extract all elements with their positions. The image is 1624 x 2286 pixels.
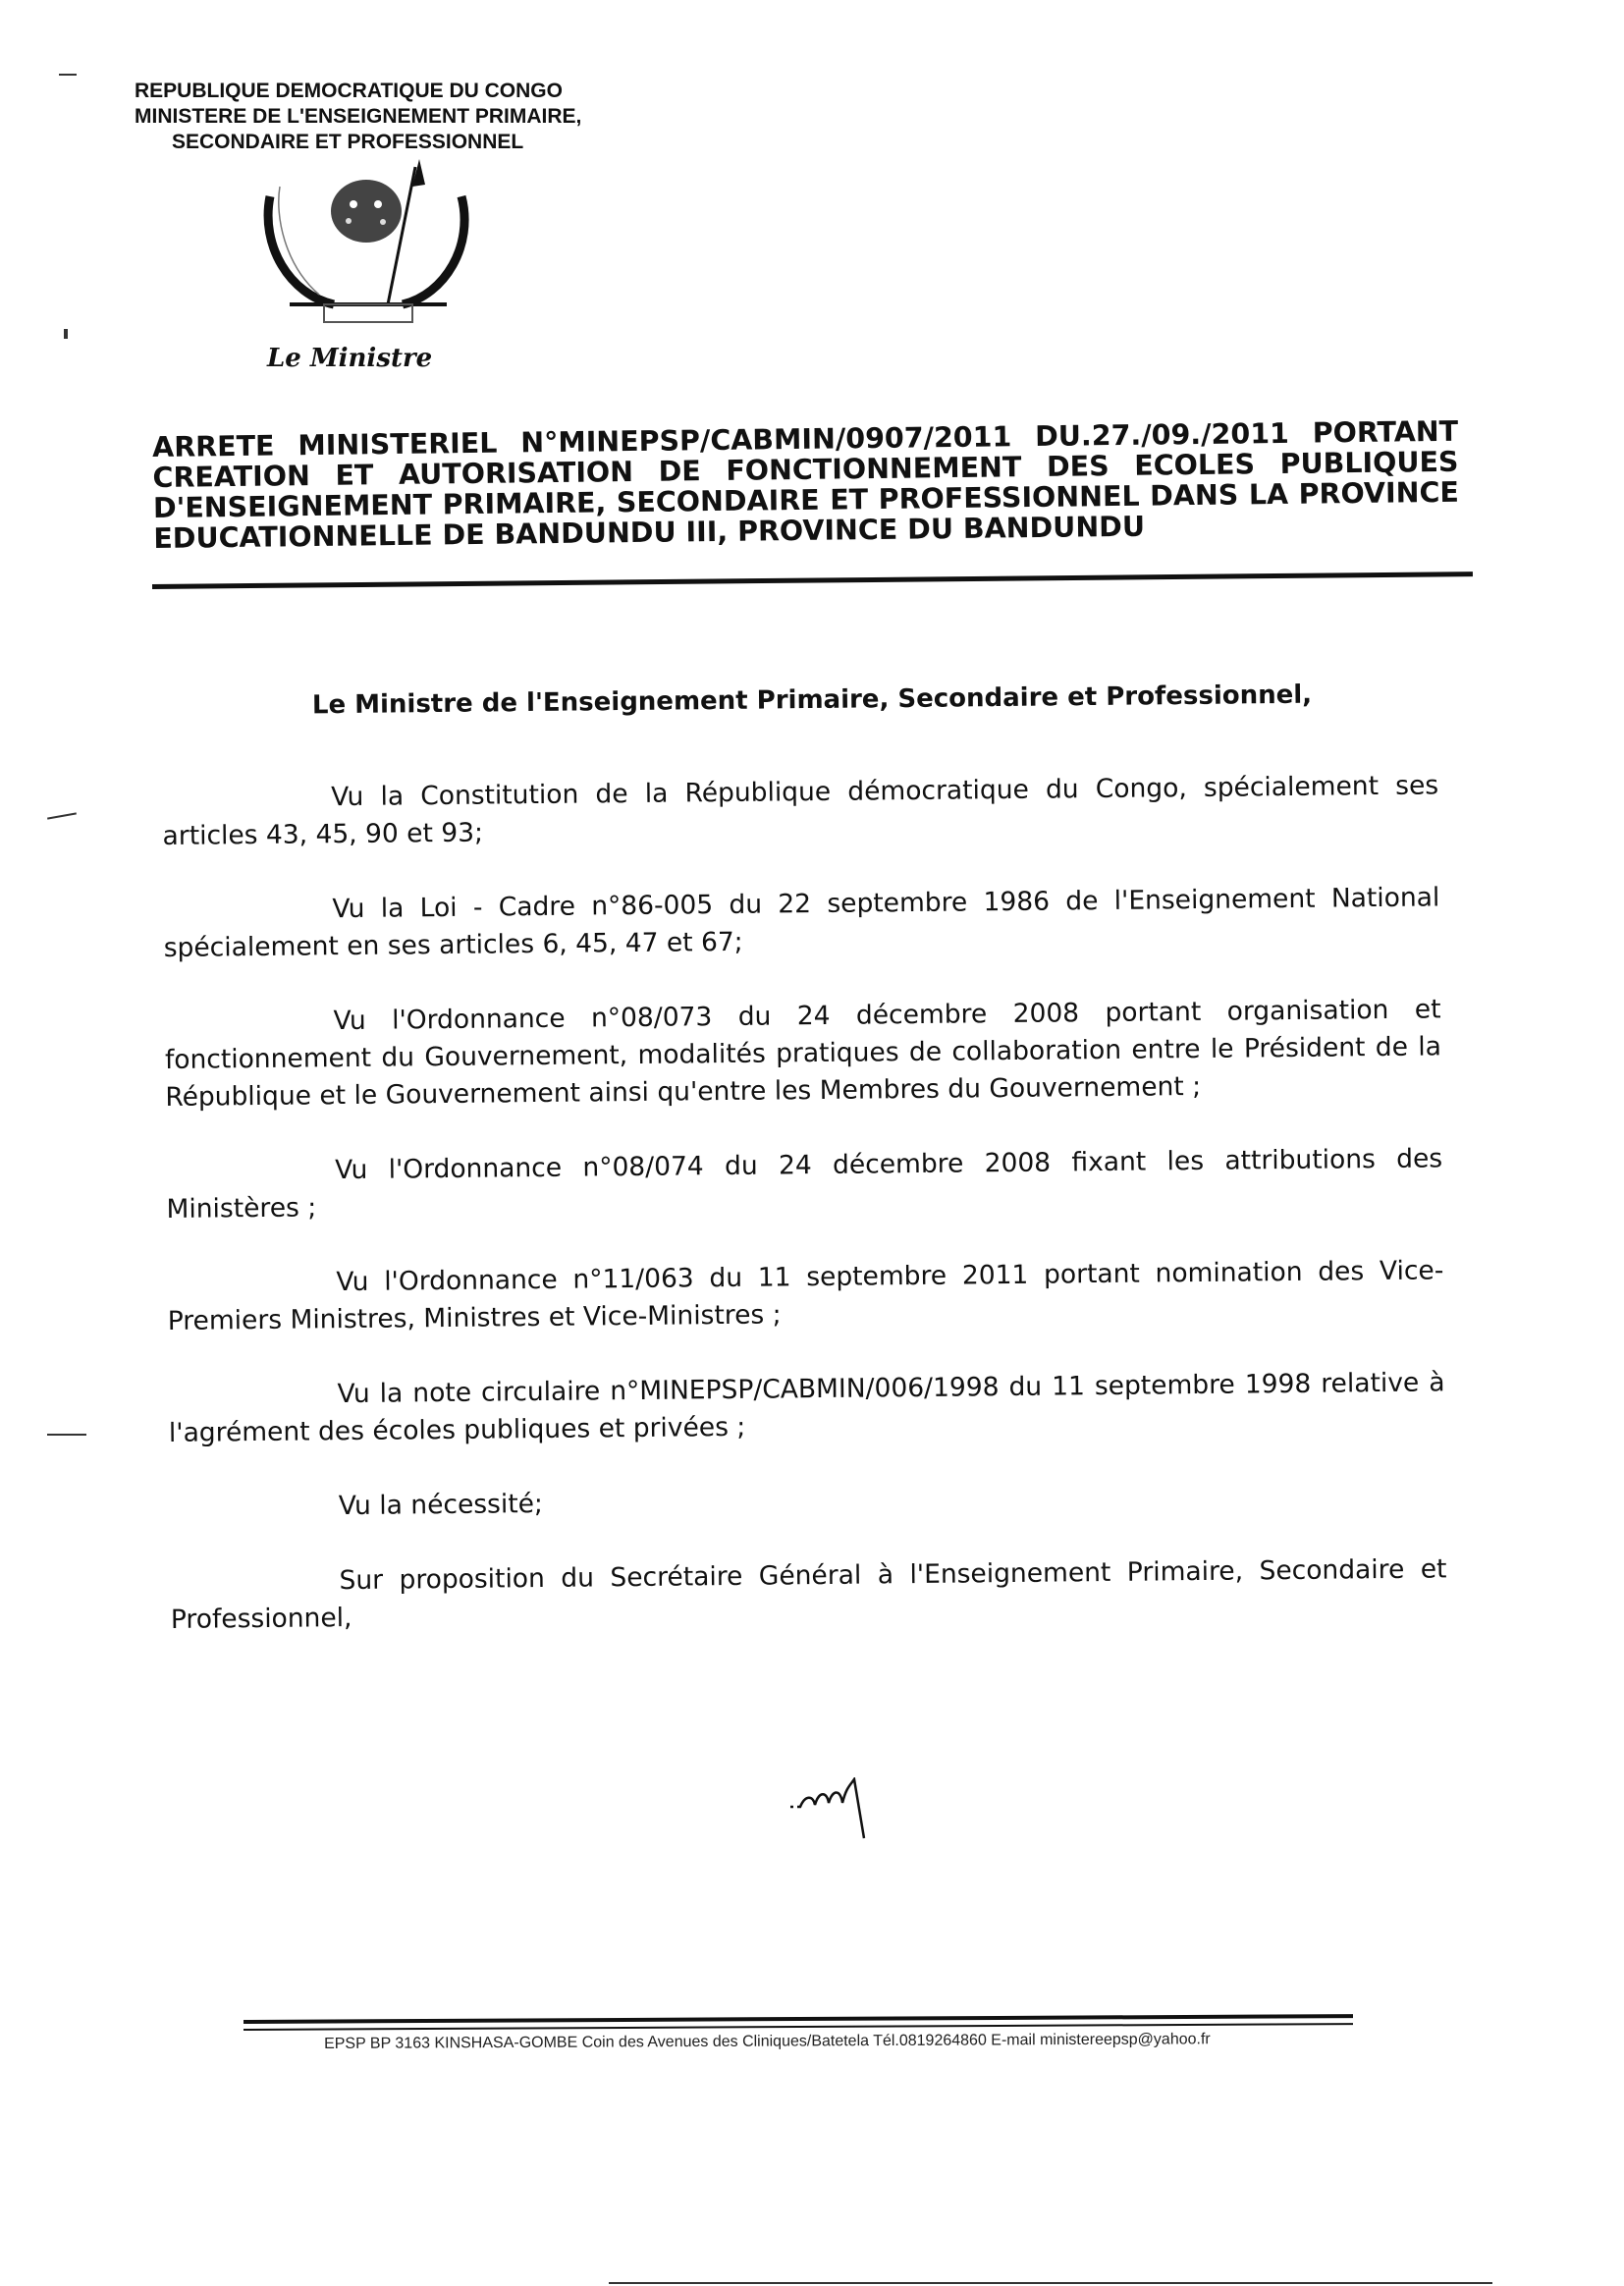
title-underline [152,572,1473,589]
paragraph: Vu la note circulaire n°MINEPSP/CABMIN/006/1998 du 11 septembre 1998 relative à l'agrément des écoles publiques et privées ; [168,1367,1445,1448]
preamble [162,767,1447,1676]
paragraph: Vu l'Ordonnance n°08/073 du 24 décembre 2008 portant organisation et fonctionnement du Gouvernement, modalités pratiques de collaboration entre le Président de la République et le Gouvernement ainsi qu'entre les Membres du Gouvernement ; [164,994,1442,1113]
scan-mark [64,329,68,339]
paragraph: Vu la Loi - Cadre n°86-005 du 22 septembre 1986 de l'Enseignement National spécialement en ses articles 6, 45, 47 et 67; [163,882,1440,963]
letterhead-country: REPUBLIQUE DEMOCRATIQUE DU CONGO [135,80,563,102]
paragraph: Vu la Constitution de la République démocratique du Congo, spécialement ses articles 43, 45, 90 et 93; [162,770,1439,851]
scan-mark [59,74,77,76]
paragraph: Vu l'Ordonnance n°08/074 du 24 décembre 2008 fixant les attributions des Ministères ; [166,1143,1443,1225]
minister-heading: Le Ministre de l'Enseignement Primaire, Secondaire et Professionnel, [311,680,1313,721]
scan-edge [609,2282,1492,2284]
letterhead-ministry: MINISTERE DE L'ENSEIGNEMENT PRIMAIRE, [135,105,582,128]
leopard-coat-of-arms-icon [250,157,486,344]
decree-title: ARRETE MINISTERIEL N°MINEPSP/CABMIN/0907/2011 DU.27./09./2011 PORTANT CREATION ET AUTORISATION DE FONCTIONNEMENT DES ECOLES PUBLIQUES D'ENSEIGNEMENT PRIMAIRE, SECONDAIRE ET PROFESSIONNEL DANS LA PROVINCE EDUCATIONNELLE DE BANDUNDU III, PROVINCE DU BANDUNDU [151,414,1460,555]
paragraph: Sur proposition du Secrétaire Général à l'Enseignement Primaire, Secondaire et Professionnel, [170,1553,1447,1635]
letterhead [135,79,684,155]
signature-title: Le Ministre [267,344,433,373]
footer-rule [244,2014,1353,2024]
scan-mark [47,812,77,819]
footer-rule-thin [244,2023,1353,2031]
scan-mark [47,1434,86,1436]
initials-signature [785,1777,874,1846]
paragraph: Vu l'Ordonnance n°11/063 du 11 septembre 2011 portant nomination des Vice-Premiers Ministres, Ministres et Vice-Ministres ; [167,1255,1444,1336]
paragraph: Vu la nécessité; [338,1488,544,1522]
footer-address: EPSP BP 3163 KINSHASA-GOMBE Coin des Avenues des Cliniques/Batetela Tél.0819264860 E-mail ministereepsp@yahoo.fr [324,2031,1211,2052]
letterhead-ministry-cont: SECONDAIRE ET PROFESSIONNEL [172,131,524,153]
